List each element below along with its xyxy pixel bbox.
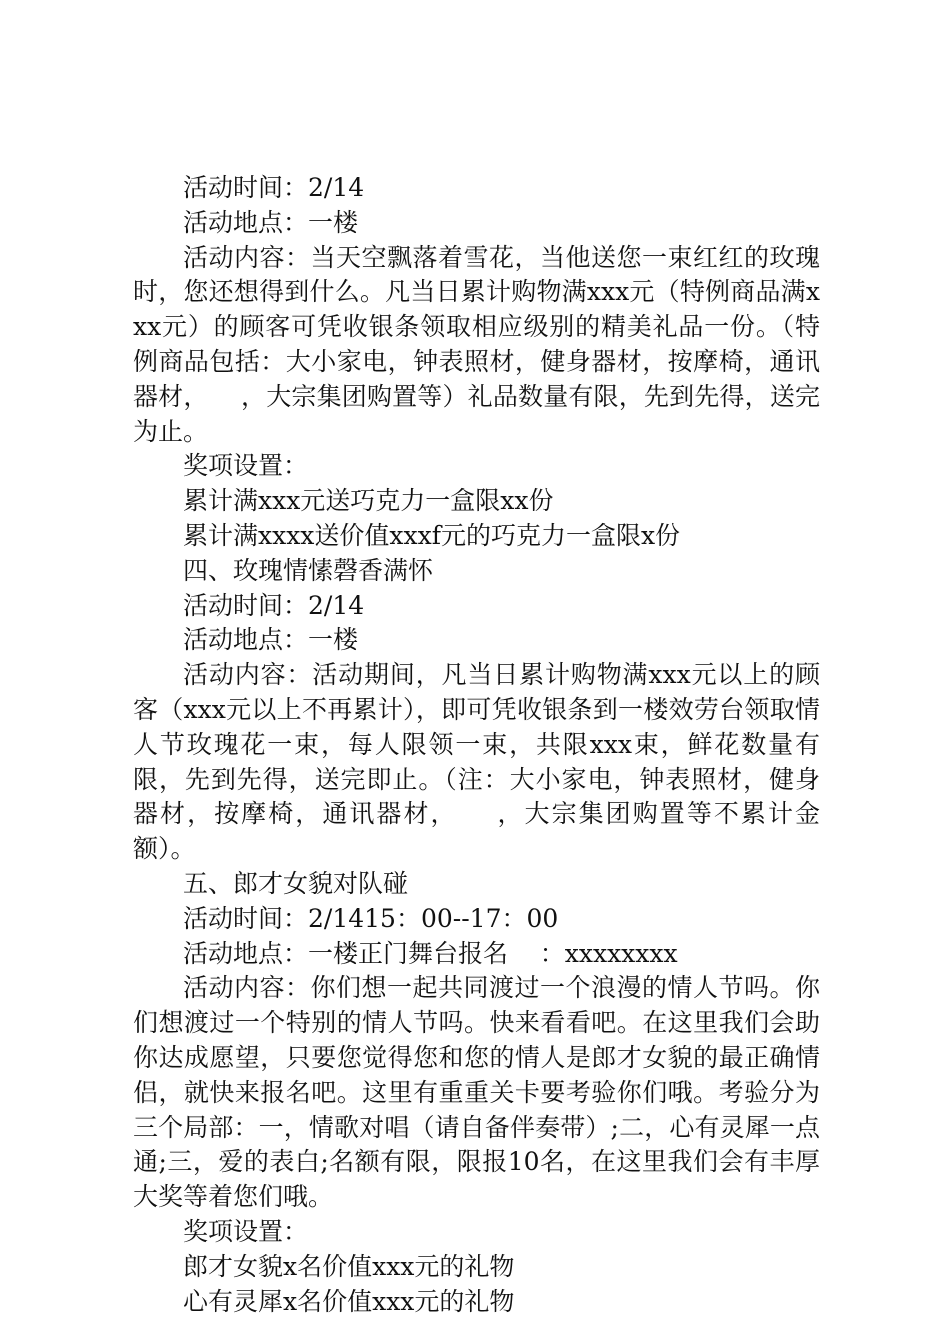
paragraph-content-3: 活动内容：你们想一起共同渡过一个浪漫的情人节吗。你们想渡过一个特别的情人节吗。快来看看吧。在这里我们会助你达成愿望，只要您觉得您和您的情人是郎才女貌的最正确情侣，就快来报名吧。这里有重重关卡要考验你们哦。考验分为三个局部：一，情歌对唱（请自备伴奏带）;二，心有灵犀一点通;三，爱的表白;名额有限，限报10名，在这里我们会有丰厚大奖等着您们哦。 bbox=[133, 973, 820, 1212]
paragraph-time-3: 活动时间：2/1415：00--17：00 bbox=[183, 903, 559, 933]
paragraph-prizes-heading-2: 奖项设置： bbox=[183, 1216, 309, 1246]
paragraph-location-1: 活动地点：一楼 bbox=[183, 207, 359, 237]
paragraph-location-2: 活动地点：一楼 bbox=[183, 625, 359, 655]
section-heading-4: 四、玫瑰情愫磬香满怀 bbox=[183, 555, 434, 585]
paragraph-time-2: 活动时间：2/14 bbox=[183, 590, 365, 620]
paragraph-prize-2: 累计满xxxx送价值xxxf元的巧克力一盒限x份 bbox=[183, 520, 681, 550]
document-body bbox=[133, 171, 820, 1319]
section-heading-5: 五、郎才女貌对队碰 bbox=[183, 868, 409, 898]
paragraph-time-1: 活动时间：2/14 bbox=[183, 173, 365, 202]
paragraph-prize-1: 累计满xxx元送巧克力一盒限xx份 bbox=[183, 486, 554, 516]
paragraph-prize-3: 郎才女貌x名价值xxx元的礼物 bbox=[183, 1251, 515, 1281]
paragraph-content-2: 活动内容：活动期间，凡当日累计购物满xxx元以上的顾客（xxx元以上不再累计），即可凭收银条到一楼效劳台领取情人节玫瑰花一束，每人限领一束，共限xxx束，鲜花数量有限，先到先得，送完即止。（注：大小家电，钟表照材，健身器材，按摩椅，通讯器材， ，大宗集团购置等不累计金额）。 bbox=[133, 660, 820, 864]
paragraph-prizes-heading-1: 奖项设置： bbox=[183, 451, 309, 481]
paragraph-content-1: 活动内容：当天空飘落着雪花，当他送您一束红红的玫瑰时，您还想得到什么。凡当日累计购物满xxx元（特例商品满xxx元）的顾客可凭收银条领取相应级别的精美礼品一份。（特例商品包括：大小家电，钟表照材，健身器材，按摩椅，通讯器材， ，大宗集团购置等）礼品数量有限，先到先得，送完为止。 bbox=[133, 242, 820, 446]
paragraph-location-3: 活动地点：一楼正门舞台报名 ：xxxxxxxx bbox=[183, 938, 678, 968]
paragraph-prize-4: 心有灵犀x名价值xxx元的礼物 bbox=[183, 1286, 515, 1316]
